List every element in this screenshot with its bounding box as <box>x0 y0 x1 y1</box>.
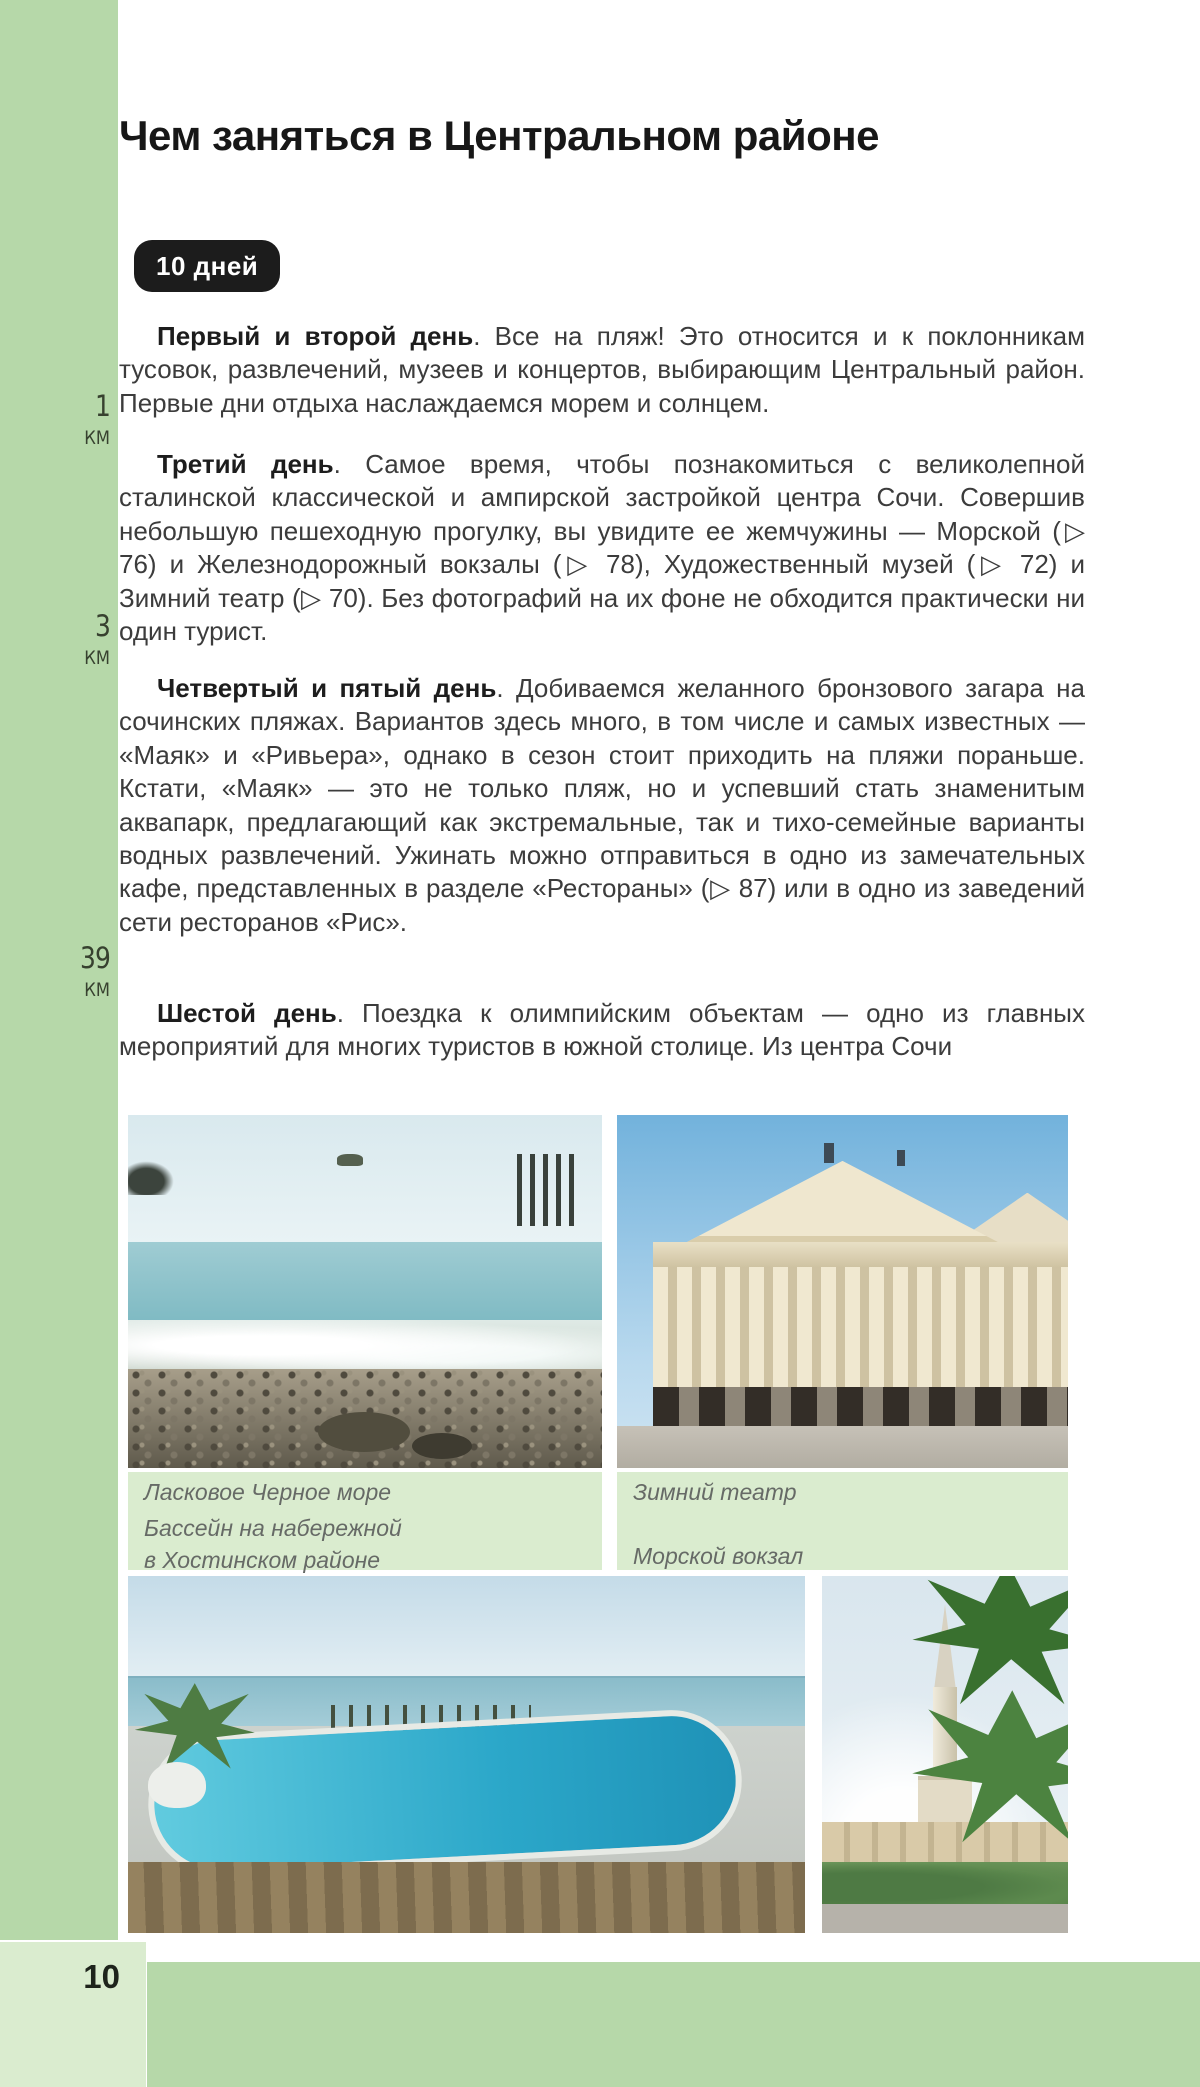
duration-badge: 10 дней <box>134 240 280 292</box>
paragraph-text: . Поездка к олимпийским объектам — одно из главных мероприятий для многих туристов в южной столице. Из центра Сочи <box>119 998 1085 1062</box>
photo-roof-statue <box>824 1143 834 1163</box>
paragraph-text: . Все на пляж! Это относится и к поклонникам тусовок, развлечений, музеев и концертов, выбирающим Центральный район. Первые дни отдыха наслаждаемся морем и солнцем. <box>119 321 1085 418</box>
paragraph-day-3 <box>119 448 1085 648</box>
photo-caption: в Хостинском районе <box>144 1547 381 1573</box>
photo-embankment-pool <box>128 1576 805 1933</box>
photo-caption: Морской вокзал <box>633 1543 804 1569</box>
distance-unit: КМ <box>84 979 110 1001</box>
distance-value: 3 <box>94 609 110 643</box>
caption-block-left <box>128 1472 602 1573</box>
photo-wave-foam <box>128 1320 602 1376</box>
paragraph-lead: Четвертый и пятый день <box>157 673 497 703</box>
photo-pier-silhouette <box>128 1161 174 1195</box>
photo-boat-silhouette <box>337 1154 363 1166</box>
photo-winter-theatre <box>617 1115 1068 1468</box>
photo-stone <box>318 1412 410 1452</box>
photo-tower-tier <box>918 1776 972 1822</box>
page-title: Чем заняться в Центральном районе <box>119 112 879 159</box>
paragraph-lead: Шестой день <box>157 998 337 1028</box>
distance-marker-3km <box>0 609 110 669</box>
caption-block-right <box>617 1472 1068 1570</box>
photo-entrance-doors <box>653 1387 1068 1426</box>
photo-stone <box>412 1433 472 1459</box>
photo-wooden-deck <box>128 1862 805 1933</box>
photo-caption: Ласковое Черное море <box>144 1479 392 1505</box>
distance-value: 39 <box>79 941 110 975</box>
photo-colonnade <box>653 1267 1068 1387</box>
paragraph-day-4-5 <box>119 672 1085 939</box>
photo-plaza <box>617 1426 1068 1468</box>
distance-unit: КМ <box>84 427 110 449</box>
photo-black-sea-beach <box>128 1115 602 1468</box>
distance-marker-39km <box>0 941 110 1001</box>
paragraph-lead: Третий день <box>157 449 334 479</box>
photo-sky-region <box>128 1576 805 1683</box>
photo-breakwater-posts <box>517 1154 579 1226</box>
paragraph-text: . Самое время, чтобы познакомиться с великолепной сталинской классической и ампирской застройкой центра Сочи. Совершив небольшую пешеходную прогулку, вы увидите ее жемчужины — Морской (▷ 76) и Железнодорожный вокзалы (▷ 78), Художественный музей (▷ 72) и Зимний театр (▷ 70). Без фотографий на их фоне не обходится практически ни один турист. <box>119 449 1085 647</box>
photo-sea-port-tower <box>822 1576 1068 1933</box>
paragraph-day-6 <box>119 997 1085 1064</box>
photo-caption: Бассейн на набережной <box>144 1515 402 1541</box>
distance-unit: КМ <box>84 647 110 669</box>
photo-road <box>822 1904 1068 1933</box>
photo-entablature <box>653 1242 1068 1267</box>
paragraph-lead: Первый и второй день <box>157 321 474 351</box>
photo-roof-statue <box>897 1150 905 1166</box>
distance-marker-1km <box>0 389 110 449</box>
page-number: 10 <box>83 1958 120 1995</box>
paragraph-text: . Добиваемся желанного бронзового загара на сочинских пляжах. Вариантов здесь много, в том числе и самых известных — «Маяк» и «Ривьера», однако в сезон стоит приходить на пляжи пораньше. Кстати, «Маяк» — это не только пляж, но и успевший стать знаменитым аквапарк, предлагающий как экстремальные, так и тихо-семейные варианты водных развлечений. Ужинать можно отправиться в одно из замечательных кафе, представленных в разделе «Рестораны» (▷ 87) или в одно из заведений сети ресторанов «Рис». <box>119 673 1085 937</box>
photo-caption: Зимний театр <box>633 1479 797 1505</box>
photo-white-planter <box>148 1762 206 1808</box>
distance-value: 1 <box>94 389 110 423</box>
paragraph-day-1-2 <box>119 320 1085 420</box>
footer-band <box>147 1962 1200 2087</box>
photo-sea-region <box>128 1242 602 1327</box>
page-number-block <box>0 1942 146 2087</box>
